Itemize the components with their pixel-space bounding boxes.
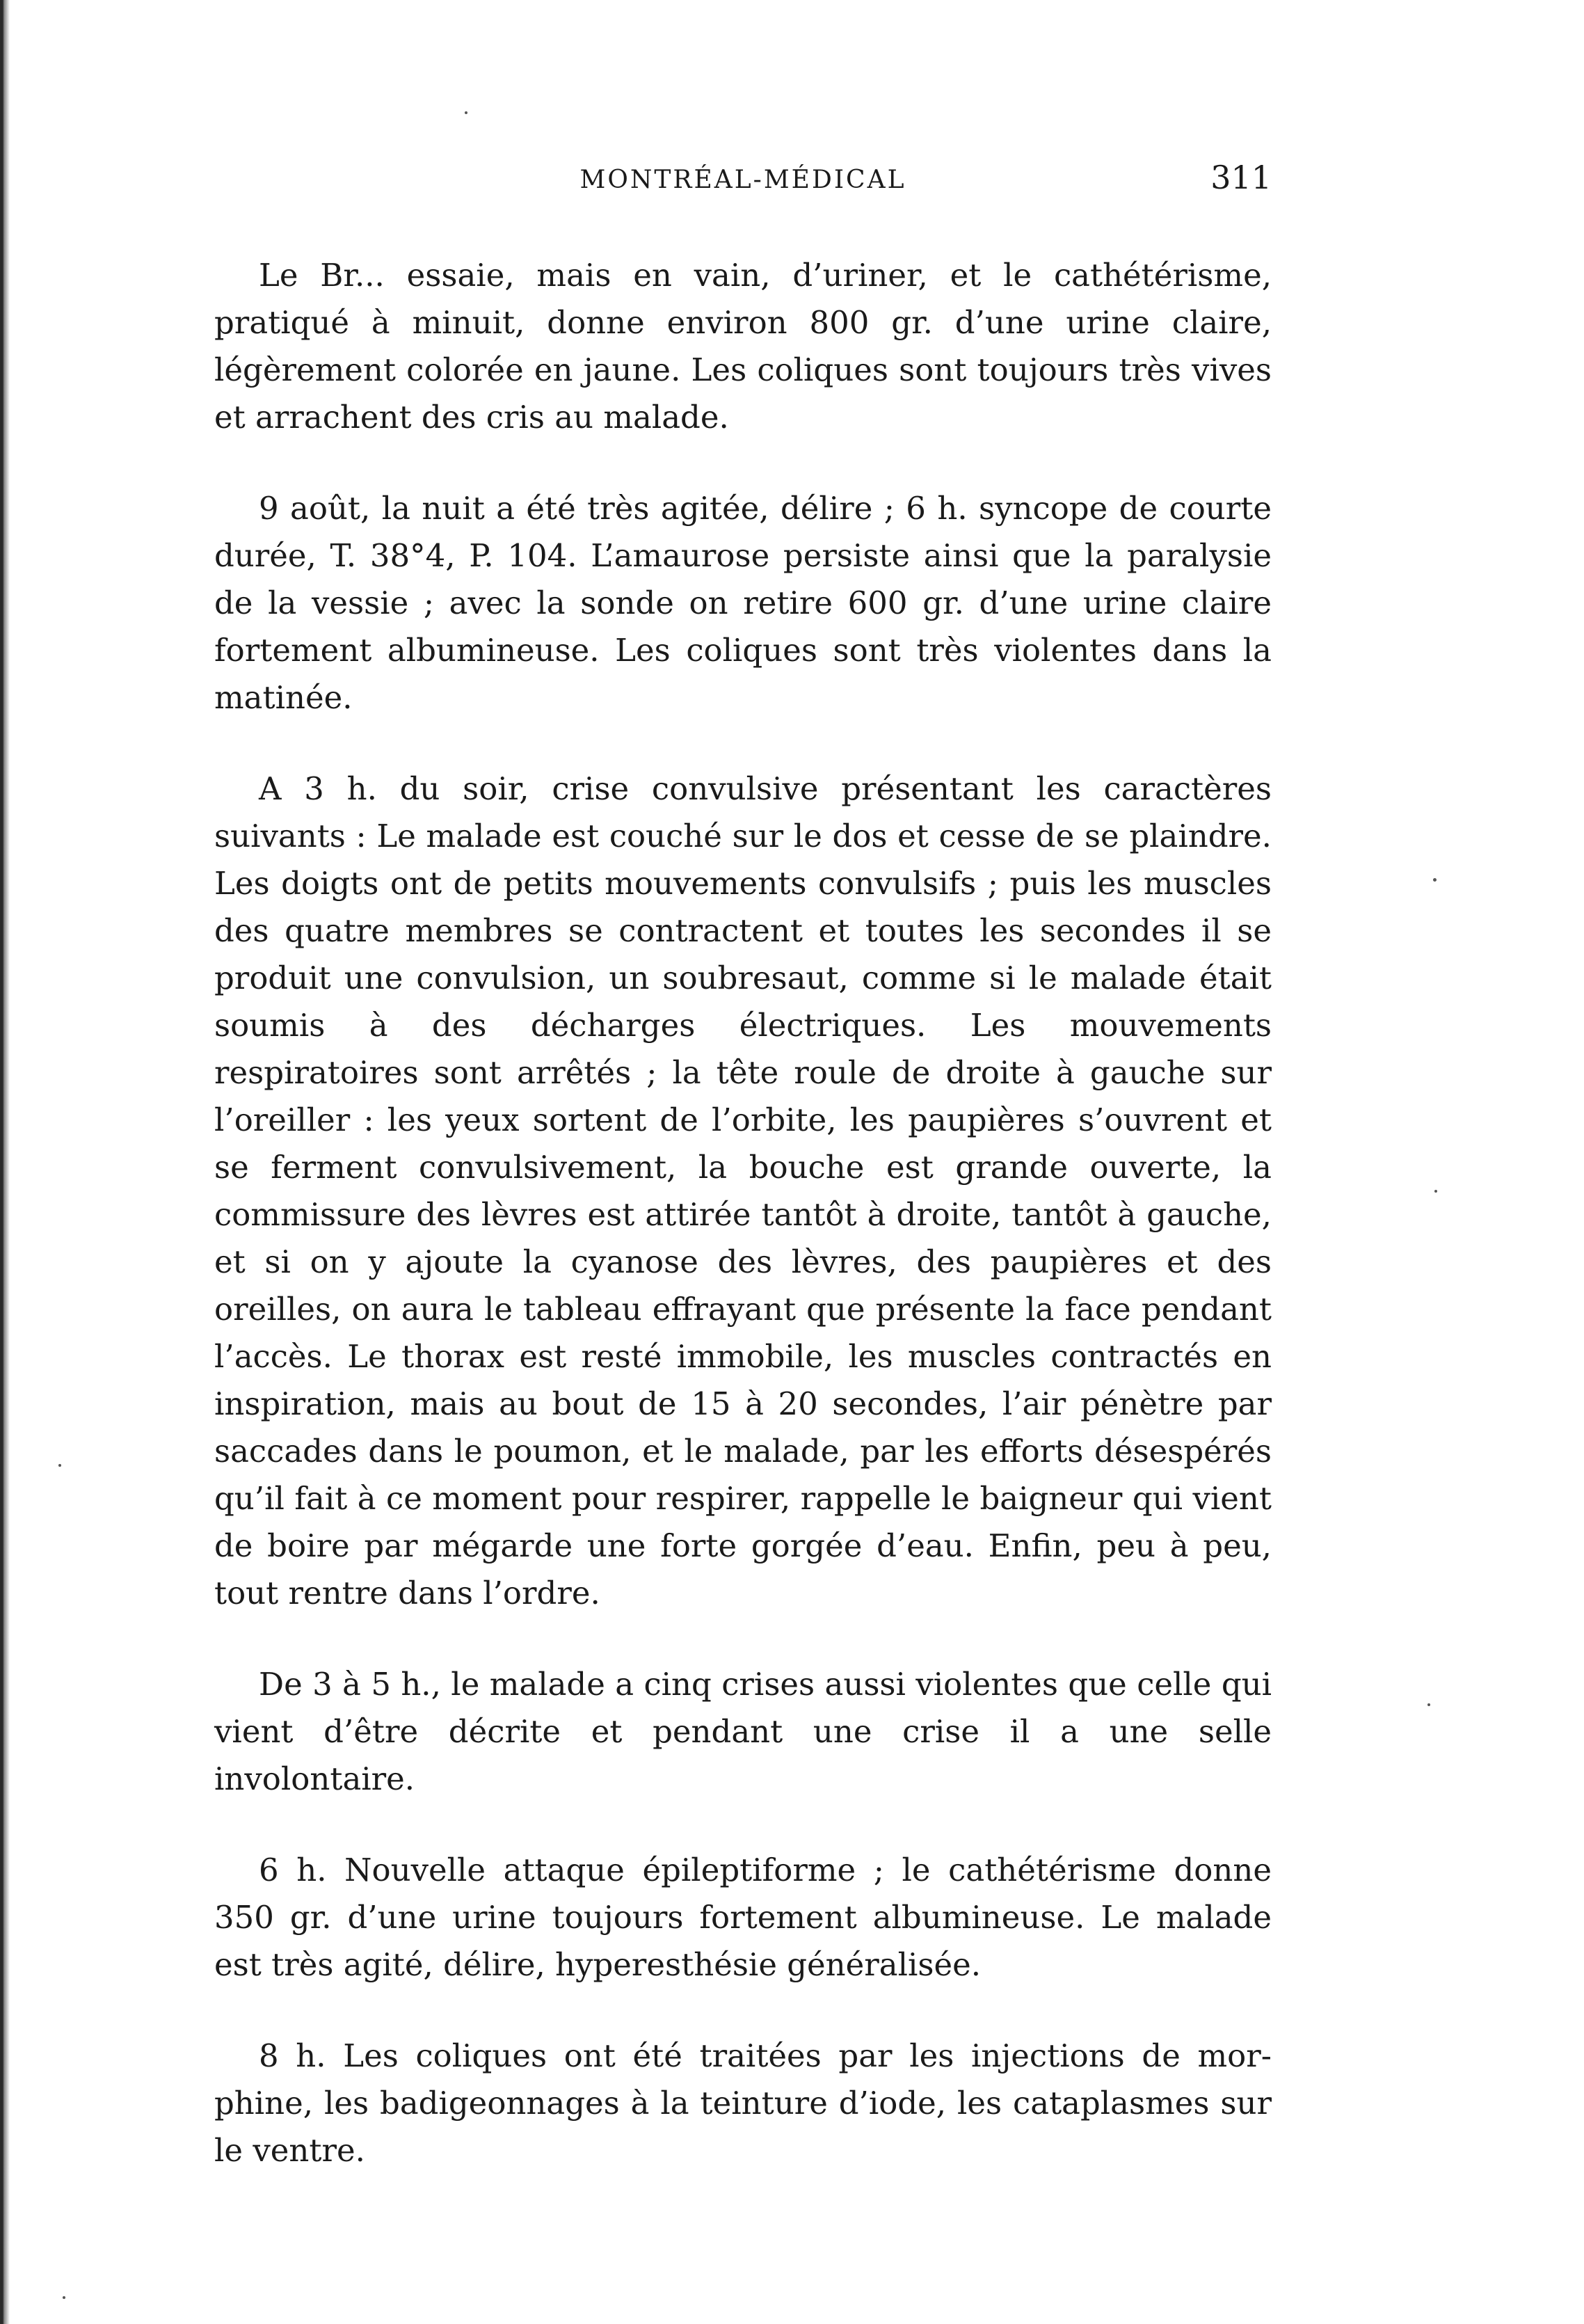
scan-speck — [1433, 878, 1437, 882]
running-head — [214, 159, 1272, 207]
scan-speck — [63, 2296, 65, 2299]
scan-speck — [465, 111, 467, 114]
page-binding-edge — [0, 0, 10, 2324]
scan-speck — [58, 1464, 61, 1467]
paragraph-treatment: 8 h. Les coliques ont été traitées par les injections de morphine, les badigeonnages à la teinture d’iode, les cataplasmes sur le ventre. — [214, 2037, 1272, 2169]
body-text — [214, 252, 1272, 2174]
paragraph-catheterization: Le Br... essaie, mais en vain, d’uriner, et le cathétérisme, pratiqué à minuit, donne environ 800 gr. d’une urine claire, légèrement colorée en jaune. Les coliques sont toujours très vives et arrachent des cris au malade. — [214, 257, 1272, 436]
scan-speck — [1427, 1703, 1430, 1706]
paragraph-convulsive-crisis: A 3 h. du soir, crise convulsive présentant les caractères suivants : Le malade est couché sur le dos et cesse de se plaindre. Les doigts ont de petits mouvements convulsifs ; puis les muscles des quatre membres se contractent et toutes les secondes il se produit une convulsion, un soubresaut, comme si le malade était soumis à des décharges électriques. Les mouvements respiratoires sont arrêtés ; la tête roule de droite à gauche sur l’oreiller : les yeux sortent de l’orbite, les paupières s’ouvrent et se ferment convulsivement, la bouche est grande ouverte, la commissure des lèvres est attirée tantôt à droite, tantôt à gauche, et si on y ajoute la cyanose des lèvres, des paupières et des oreilles, on aura le tableau effrayant que présente la face pendant l’accès. Le thorax est resté immobile, les muscles contractés en inspiration, mais au bout de 15 à 20 secondes, l’air pénètre par saccades dans le poumon, et le malade, par les efforts désespérés qu’il fait à ce moment pour respirer, rappelle le baigneur qui vient de boire par mégarde une forte gorgée d’eau. Enfin, peu à peu, tout rentre dans l’ordre. — [214, 770, 1272, 1611]
paragraph-five-crises: De 3 à 5 h., le malade a cinq crises aussi violentes que celle qui vient d’être décrite et pendant une crise il a une selle involontaire. — [214, 1666, 1272, 1797]
paragraph-epileptiform-attack: 6 h. Nouvelle attaque épileptiforme ; le cathétérisme donne 350 gr. d’une urine toujours fortement albumineuse. Le malade est très agité, délire, hyperesthésie généralisée. — [214, 1852, 1272, 1983]
page-number: 311 — [1210, 159, 1272, 196]
paragraph-august-9: 9 août, la nuit a été très agitée, délire ; 6 h. syncope de courte durée, T. 38°4, P. 104. L’amaurose persiste ainsi que la paralysie de la vessie ; avec la sonde on retire 600 gr. d’une urine claire fortement albumineuse. Les coliques sont très violentes dans la matinée. — [214, 490, 1272, 716]
book-page — [214, 0, 1272, 2324]
scan-speck — [1434, 1190, 1437, 1193]
journal-title: MONTRÉAL-MÉDICAL — [579, 166, 906, 194]
